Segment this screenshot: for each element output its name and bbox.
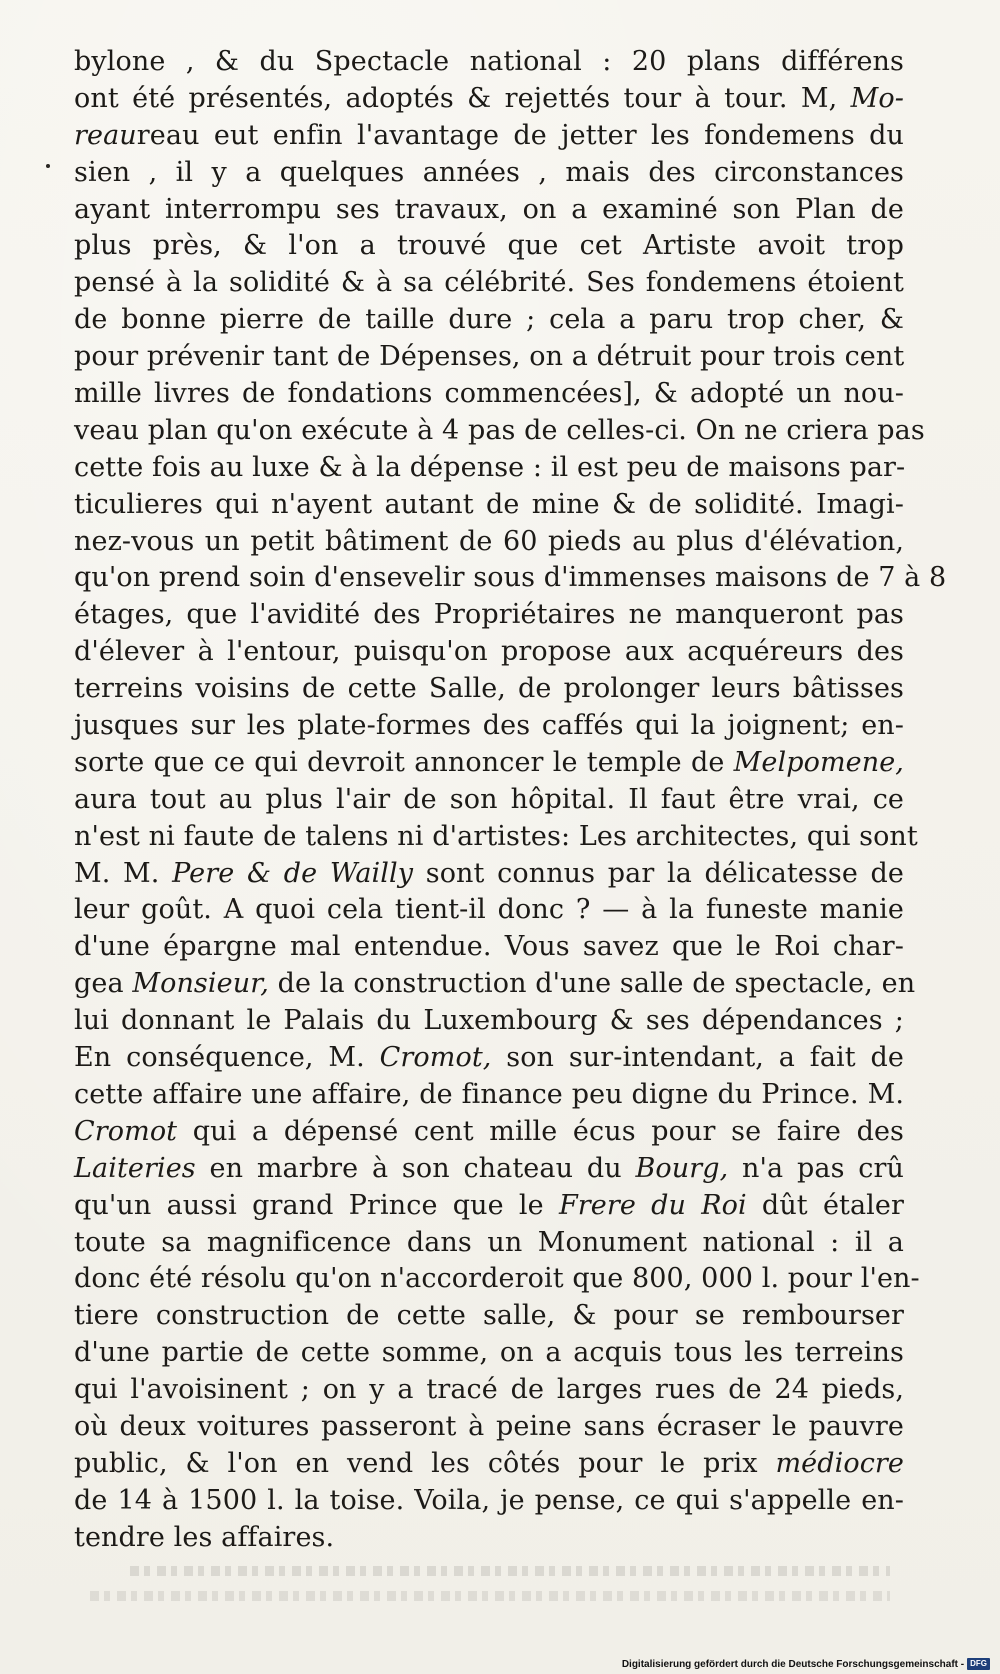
text-line: mille livres de fondations commencées], & adopté un nou- xyxy=(74,378,904,410)
text-line: où deux voitures passeront à peine sans écraser le pauvre xyxy=(74,1410,904,1442)
text-line: sien , il y a quelques années , mais des circonstances xyxy=(74,156,904,188)
text-line: terreins voisins de cette Salle, de prolonger leurs bâtisses xyxy=(74,673,904,705)
italic-name: Melpomene, xyxy=(733,746,904,778)
text-line xyxy=(74,856,904,893)
text-segment: sorte que ce qui devroit annoncer le temple de xyxy=(74,746,734,778)
italic-name: Pere & de Wailly xyxy=(172,857,414,889)
text-line: bylone , & du Spectacle national : 20 plans différens xyxy=(74,46,904,77)
text-line xyxy=(74,1040,904,1077)
italic-name: reau xyxy=(74,119,137,151)
text-segment: ont été présentés, adoptés & rejettés tour à tour. M, xyxy=(74,82,851,114)
text-line: leur goût. A quoi cela tient-il donc ? — à la funeste manie xyxy=(74,894,904,926)
text-segment: M. M. xyxy=(74,857,173,889)
footer-text: Digitalisierung gefördert durch die Deutsche Forschungsgemeinschaft - xyxy=(621,1658,965,1670)
text-segment: sont connus par la délicatesse de xyxy=(413,857,905,889)
text-line: de 14 à 1500 l. la toise. Voila, je pense, ce qui s'appelle en- xyxy=(74,1484,904,1516)
italic-name: Monsieur, xyxy=(132,968,269,1000)
text-segment: n'a pas crû xyxy=(728,1152,904,1184)
italic-name: Frere du Roi xyxy=(558,1189,747,1221)
text-line: veau plan qu'on exécute à 4 pas de celles-ci. On ne criera pas xyxy=(74,414,925,446)
text-segment: son sur-intendant, a fait de xyxy=(491,1042,904,1074)
text-line: plus près, & l'on a trouvé que cet Artiste avoit trop xyxy=(74,230,904,262)
italic-name: Cromot xyxy=(74,1115,178,1147)
dfg-logo: DFG xyxy=(967,1658,990,1670)
italic-name: médiocre xyxy=(775,1447,904,1479)
text-line: étages, que l'avidité des Propriétaires ne manqueront pas xyxy=(74,599,904,631)
text-line xyxy=(74,118,904,155)
text-line: pensé à la solidité & à sa célébrité. Ses fondemens étoient xyxy=(74,267,904,299)
text-line: aura tout au plus l'air de son hôpital. Il faut être vrai, ce xyxy=(74,783,904,815)
text-line: jusques sur les plate-formes des caffés qui la joignent; en- xyxy=(74,710,904,742)
text-line xyxy=(74,1188,904,1225)
text-line: n'est ni faute de talens ni d'artistes: Les architectes, qui sont xyxy=(74,820,918,852)
text-line: ticulieres qui n'ayent autant de mine & de solidité. Imagi- xyxy=(74,488,904,520)
text-line: d'élever à l'entour, puisqu'on propose aux acquéreurs des xyxy=(74,636,904,668)
text-segment: en marbre à son chateau du xyxy=(195,1152,636,1184)
text-line: d'une partie de cette somme, on a acquis tous les terreins xyxy=(74,1337,904,1369)
text-line: cette fois au luxe & à la dépense : il est peu de maisons par- xyxy=(74,451,906,483)
text-segment: qu'un aussi grand Prince que le xyxy=(74,1189,559,1221)
text-line: cette affaire une affaire, de finance peu digne du Prince. M. xyxy=(74,1078,904,1110)
text-line: pour prévenir tant de Dépenses, on a détruit pour trois cent xyxy=(74,341,905,373)
text-line: d'une épargne mal entendue. Vous savez que le Roi char- xyxy=(74,931,904,963)
text-line: nez-vous un petit bâtiment de 60 pieds au plus d'élévation, xyxy=(74,525,904,557)
text-segment: de la construction d'une salle de spectacle, en xyxy=(268,968,916,1000)
text-line: qu'on prend soin d'ensevelir sous d'immenses maisons de 7 à 8 xyxy=(74,562,947,594)
text-line xyxy=(74,1151,904,1188)
text-line: toute sa magnificence dans un Monument national : il a xyxy=(74,1226,904,1258)
text-segment: qui a dépensé cent mille écus pour se faire des xyxy=(177,1115,904,1147)
text-line: qui l'avoisinent ; on y a tracé de larges rues de 24 pieds, xyxy=(74,1374,904,1406)
text-line: donc été résolu qu'on n'accorderoit que 800, 000 l. pour l'en- xyxy=(74,1263,920,1295)
bleed-through-text xyxy=(90,1591,890,1601)
margin-ink-mark xyxy=(46,164,50,168)
italic-name: Mo- xyxy=(850,82,904,114)
text-segment: reau eut enfin l'avantage de jetter les fondemens du xyxy=(136,119,904,151)
text-line: lui donnant le Palais du Luxembourg & ses dépendances ; xyxy=(74,1005,904,1037)
body-text xyxy=(74,44,947,1557)
bleed-through-text xyxy=(130,1566,890,1576)
text-line: ayant interrompu ses travaux, on a examiné son Plan de xyxy=(74,193,904,225)
text-line xyxy=(74,1114,904,1151)
text-segment: gea xyxy=(74,968,133,1000)
text-line: tiere construction de cette salle, & pour se rembourser xyxy=(74,1300,904,1332)
digitization-footer xyxy=(622,1658,990,1670)
text-line xyxy=(74,745,904,782)
text-line: de bonne pierre de taille dure ; cela a paru trop cher, & xyxy=(74,304,904,336)
text-segment: public, & l'on en vend les côtés pour le prix xyxy=(74,1447,776,1479)
text-line xyxy=(74,966,916,1003)
text-line xyxy=(74,1446,904,1483)
text-segment: dût étaler xyxy=(746,1189,905,1221)
italic-name: Bourg, xyxy=(635,1152,729,1184)
text-line: tendre les affaires. xyxy=(74,1521,335,1553)
italic-name: Laiteries xyxy=(74,1152,196,1184)
text-segment: En conséquence, M. xyxy=(74,1042,380,1074)
italic-name: Cromot, xyxy=(379,1042,492,1074)
text-line xyxy=(74,81,904,118)
